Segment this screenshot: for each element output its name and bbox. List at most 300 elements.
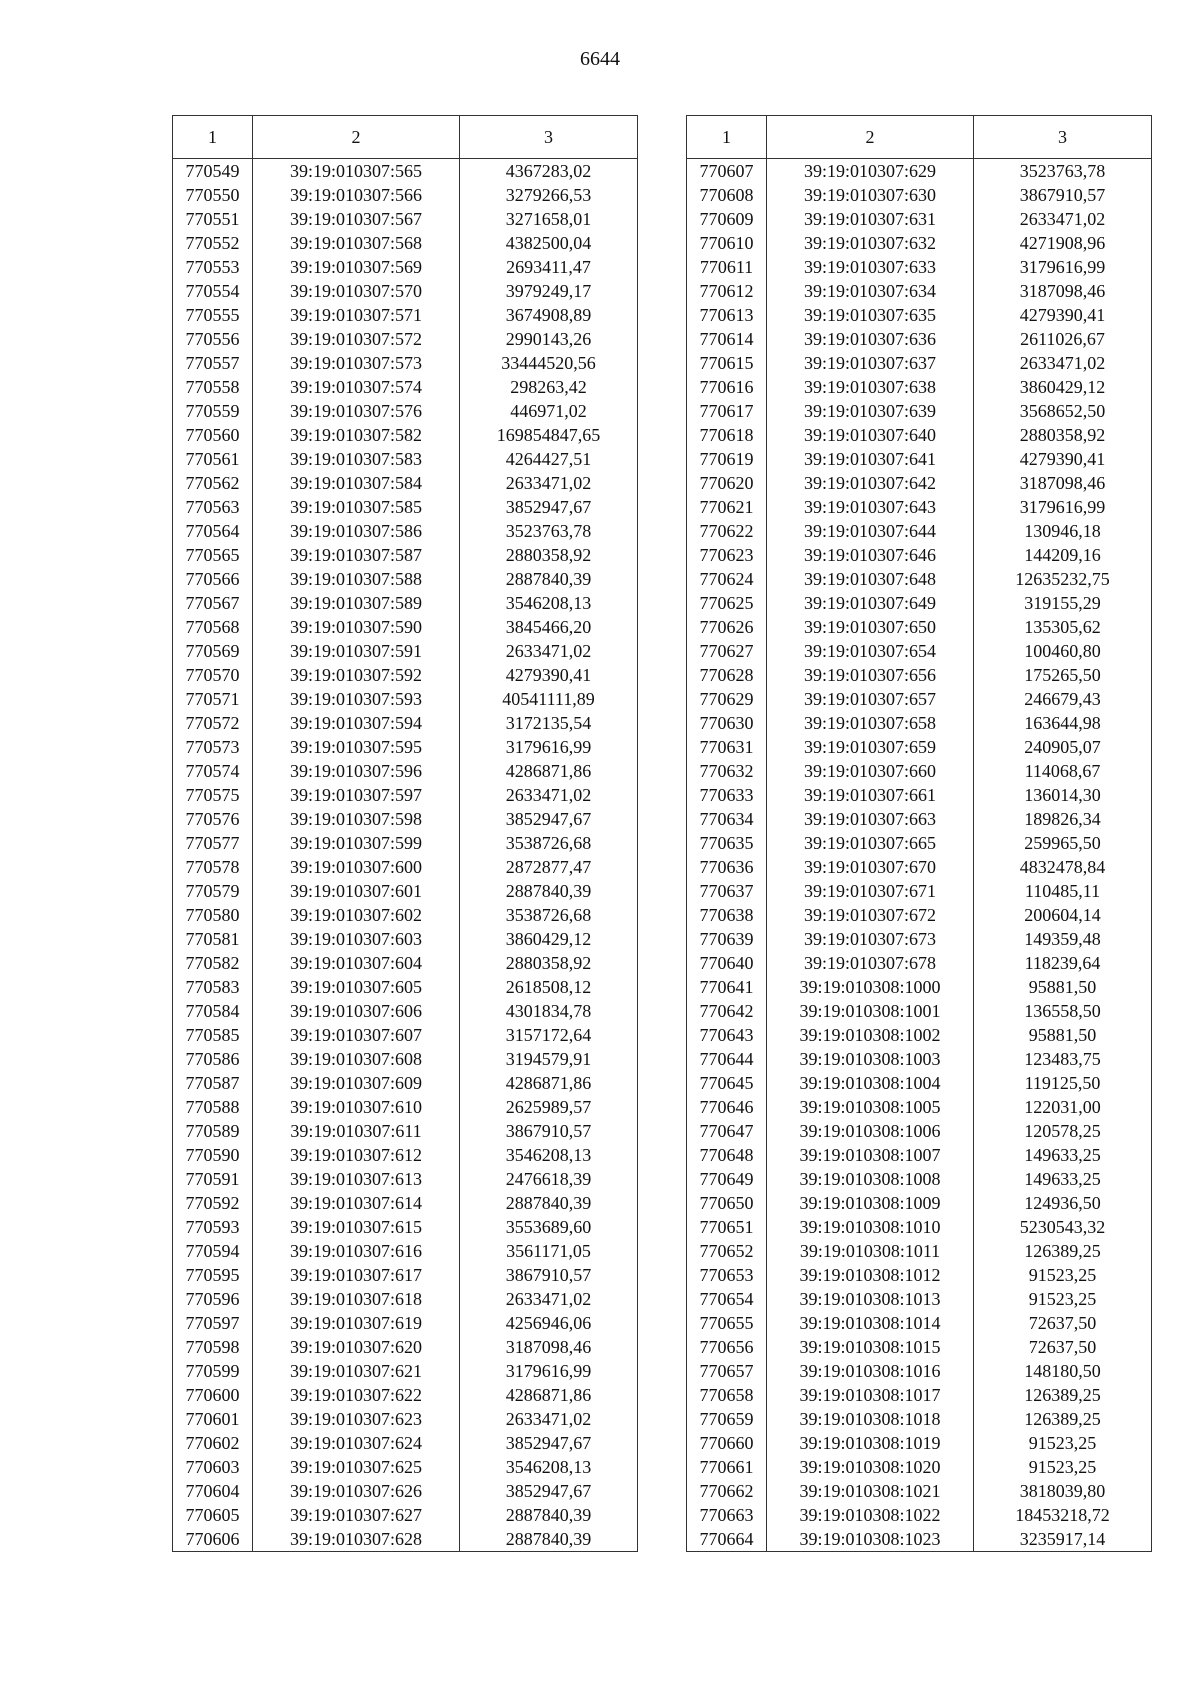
value-cell: 118239,64 — [974, 951, 1152, 975]
cadastral-number-cell: 39:19:010308:1005 — [767, 1095, 974, 1119]
cadastral-number-cell: 39:19:010307:573 — [253, 351, 460, 375]
page-number: 6644 — [580, 48, 620, 70]
cadastral-number-cell: 39:19:010307:638 — [767, 375, 974, 399]
cadastral-number-cell: 39:19:010307:632 — [767, 231, 974, 255]
row-number-cell: 770631 — [687, 735, 767, 759]
cadastral-number-cell: 39:19:010307:654 — [767, 639, 974, 663]
value-cell: 4279390,41 — [974, 447, 1152, 471]
table-row — [687, 1479, 1152, 1503]
cadastral-number-cell: 39:19:010308:1017 — [767, 1383, 974, 1407]
row-number-cell: 770621 — [687, 495, 767, 519]
cadastral-number-cell: 39:19:010307:636 — [767, 327, 974, 351]
row-number-cell: 770562 — [173, 471, 253, 495]
table-row — [687, 279, 1152, 303]
value-cell: 3852947,67 — [460, 495, 638, 519]
table-row — [687, 231, 1152, 255]
row-number-cell: 770589 — [173, 1119, 253, 1143]
value-cell: 3179616,99 — [974, 495, 1152, 519]
row-number-cell: 770556 — [173, 327, 253, 351]
value-cell: 3852947,67 — [460, 1479, 638, 1503]
cadastral-number-cell: 39:19:010307:572 — [253, 327, 460, 351]
value-cell: 163644,98 — [974, 711, 1152, 735]
table-row — [687, 303, 1152, 327]
cadastral-number-cell: 39:19:010307:611 — [253, 1119, 460, 1143]
value-cell: 135305,62 — [974, 615, 1152, 639]
table-row — [687, 1047, 1152, 1071]
row-number-cell: 770586 — [173, 1047, 253, 1071]
value-cell: 119125,50 — [974, 1071, 1152, 1095]
row-number-cell: 770652 — [687, 1239, 767, 1263]
row-number-cell: 770590 — [173, 1143, 253, 1167]
table-row — [173, 1527, 638, 1552]
cadastral-number-cell: 39:19:010307:656 — [767, 663, 974, 687]
header-row — [687, 116, 1152, 159]
value-cell: 2618508,12 — [460, 975, 638, 999]
row-number-cell: 770600 — [173, 1383, 253, 1407]
row-number-cell: 770601 — [173, 1407, 253, 1431]
table-row — [173, 855, 638, 879]
cadastral-number-cell: 39:19:010308:1020 — [767, 1455, 974, 1479]
row-number-cell: 770603 — [173, 1455, 253, 1479]
cadastral-number-cell: 39:19:010307:624 — [253, 1431, 460, 1455]
table-row — [687, 471, 1152, 495]
table-row — [687, 687, 1152, 711]
row-number-cell: 770612 — [687, 279, 767, 303]
value-cell: 4286871,86 — [460, 1383, 638, 1407]
cadastral-number-cell: 39:19:010307:570 — [253, 279, 460, 303]
row-number-cell: 770582 — [173, 951, 253, 975]
value-cell: 123483,75 — [974, 1047, 1152, 1071]
row-number-cell: 770572 — [173, 711, 253, 735]
table-row — [173, 327, 638, 351]
cadastral-number-cell: 39:19:010308:1003 — [767, 1047, 974, 1071]
value-cell: 40541111,89 — [460, 687, 638, 711]
row-number-cell: 770588 — [173, 1095, 253, 1119]
value-cell: 3179616,99 — [460, 1359, 638, 1383]
cadastral-number-cell: 39:19:010307:608 — [253, 1047, 460, 1071]
table-row — [173, 1167, 638, 1191]
table-row — [687, 1119, 1152, 1143]
value-cell: 2887840,39 — [460, 879, 638, 903]
table-row — [173, 1287, 638, 1311]
cadastral-number-cell: 39:19:010308:1019 — [767, 1431, 974, 1455]
cadastral-number-cell: 39:19:010307:582 — [253, 423, 460, 447]
cadastral-number-cell: 39:19:010308:1015 — [767, 1335, 974, 1359]
row-number-cell: 770663 — [687, 1503, 767, 1527]
row-number-cell: 770642 — [687, 999, 767, 1023]
row-number-cell: 770616 — [687, 375, 767, 399]
row-number-cell: 770594 — [173, 1239, 253, 1263]
cadastral-number-cell: 39:19:010307:590 — [253, 615, 460, 639]
cadastral-number-cell: 39:19:010307:591 — [253, 639, 460, 663]
cadastral-number-cell: 39:19:010307:571 — [253, 303, 460, 327]
table-row — [173, 687, 638, 711]
cadastral-number-cell: 39:19:010308:1009 — [767, 1191, 974, 1215]
row-number-cell: 770628 — [687, 663, 767, 687]
value-cell: 3271658,01 — [460, 207, 638, 231]
left-table — [172, 115, 638, 1552]
table-row — [687, 399, 1152, 423]
value-cell: 2611026,67 — [974, 327, 1152, 351]
cadastral-number-cell: 39:19:010307:626 — [253, 1479, 460, 1503]
column-header-3: 3 — [460, 116, 638, 159]
table-row — [173, 1503, 638, 1527]
table-row — [173, 1335, 638, 1359]
table-row — [687, 183, 1152, 207]
cadastral-number-cell: 39:19:010307:657 — [767, 687, 974, 711]
value-cell: 4271908,96 — [974, 231, 1152, 255]
cadastral-number-cell: 39:19:010308:1011 — [767, 1239, 974, 1263]
cadastral-number-cell: 39:19:010307:583 — [253, 447, 460, 471]
value-cell: 2633471,02 — [460, 783, 638, 807]
table-row — [173, 1407, 638, 1431]
value-cell: 149633,25 — [974, 1167, 1152, 1191]
table-row — [173, 735, 638, 759]
cadastral-number-cell: 39:19:010307:606 — [253, 999, 460, 1023]
row-number-cell: 770654 — [687, 1287, 767, 1311]
table-row — [173, 1359, 638, 1383]
row-number-cell: 770643 — [687, 1023, 767, 1047]
cadastral-number-cell: 39:19:010307:678 — [767, 951, 974, 975]
value-cell: 4301834,78 — [460, 999, 638, 1023]
row-number-cell: 770599 — [173, 1359, 253, 1383]
row-number-cell: 770564 — [173, 519, 253, 543]
row-number-cell: 770579 — [173, 879, 253, 903]
row-number-cell: 770596 — [173, 1287, 253, 1311]
value-cell: 72637,50 — [974, 1311, 1152, 1335]
table-row — [687, 663, 1152, 687]
value-cell: 3179616,99 — [974, 255, 1152, 279]
value-cell: 91523,25 — [974, 1455, 1152, 1479]
row-number-cell: 770661 — [687, 1455, 767, 1479]
row-number-cell: 770565 — [173, 543, 253, 567]
table-row — [687, 495, 1152, 519]
cadastral-number-cell: 39:19:010307:628 — [253, 1527, 460, 1552]
cadastral-number-cell: 39:19:010308:1013 — [767, 1287, 974, 1311]
row-number-cell: 770609 — [687, 207, 767, 231]
cadastral-number-cell: 39:19:010307:586 — [253, 519, 460, 543]
cadastral-number-cell: 39:19:010307:661 — [767, 783, 974, 807]
table-row — [687, 1503, 1152, 1527]
row-number-cell: 770635 — [687, 831, 767, 855]
column-header-3: 3 — [974, 116, 1152, 159]
value-cell: 2625989,57 — [460, 1095, 638, 1119]
row-number-cell: 770591 — [173, 1167, 253, 1191]
table-row — [687, 543, 1152, 567]
row-number-cell: 770583 — [173, 975, 253, 999]
table-row — [687, 879, 1152, 903]
value-cell: 3523763,78 — [460, 519, 638, 543]
cadastral-number-cell: 39:19:010307:672 — [767, 903, 974, 927]
row-number-cell: 770664 — [687, 1527, 767, 1552]
row-number-cell: 770602 — [173, 1431, 253, 1455]
table-row — [173, 1455, 638, 1479]
value-cell: 12635232,75 — [974, 567, 1152, 591]
value-cell: 2887840,39 — [460, 1527, 638, 1552]
cadastral-number-cell: 39:19:010307:603 — [253, 927, 460, 951]
table-row — [173, 1479, 638, 1503]
table-row — [687, 255, 1152, 279]
value-cell: 126389,25 — [974, 1383, 1152, 1407]
table-row — [687, 735, 1152, 759]
table-row — [173, 543, 638, 567]
row-number-cell: 770573 — [173, 735, 253, 759]
table-row — [173, 615, 638, 639]
value-cell: 149633,25 — [974, 1143, 1152, 1167]
table-row — [687, 1239, 1152, 1263]
value-cell: 3157172,64 — [460, 1023, 638, 1047]
value-cell: 114068,67 — [974, 759, 1152, 783]
row-number-cell: 770638 — [687, 903, 767, 927]
value-cell: 3979249,17 — [460, 279, 638, 303]
value-cell: 2887840,39 — [460, 1191, 638, 1215]
cadastral-number-cell: 39:19:010308:1001 — [767, 999, 974, 1023]
cadastral-number-cell: 39:19:010307:635 — [767, 303, 974, 327]
table-row — [173, 351, 638, 375]
value-cell: 169854847,65 — [460, 423, 638, 447]
value-cell: 4367283,02 — [460, 159, 638, 184]
cadastral-number-cell: 39:19:010307:627 — [253, 1503, 460, 1527]
value-cell: 124936,50 — [974, 1191, 1152, 1215]
row-number-cell: 770611 — [687, 255, 767, 279]
table-row — [173, 1071, 638, 1095]
row-number-cell: 770581 — [173, 927, 253, 951]
table-row — [173, 639, 638, 663]
cadastral-number-cell: 39:19:010307:622 — [253, 1383, 460, 1407]
table-row — [687, 639, 1152, 663]
cadastral-number-cell: 39:19:010307:640 — [767, 423, 974, 447]
row-number-cell: 770653 — [687, 1263, 767, 1287]
cadastral-number-cell: 39:19:010307:613 — [253, 1167, 460, 1191]
table-row — [687, 1407, 1152, 1431]
row-number-cell: 770557 — [173, 351, 253, 375]
row-number-cell: 770639 — [687, 927, 767, 951]
row-number-cell: 770649 — [687, 1167, 767, 1191]
table-row — [687, 351, 1152, 375]
row-number-cell: 770606 — [173, 1527, 253, 1552]
cadastral-number-cell: 39:19:010307:588 — [253, 567, 460, 591]
table-row — [173, 519, 638, 543]
value-cell: 72637,50 — [974, 1335, 1152, 1359]
value-cell: 3546208,13 — [460, 591, 638, 615]
row-number-cell: 770662 — [687, 1479, 767, 1503]
cadastral-number-cell: 39:19:010307:673 — [767, 927, 974, 951]
row-number-cell: 770637 — [687, 879, 767, 903]
value-cell: 33444520,56 — [460, 351, 638, 375]
cadastral-number-cell: 39:19:010307:614 — [253, 1191, 460, 1215]
table-row — [173, 1143, 638, 1167]
value-cell: 91523,25 — [974, 1287, 1152, 1311]
column-header-1: 1 — [687, 116, 767, 159]
row-number-cell: 770554 — [173, 279, 253, 303]
value-cell: 3553689,60 — [460, 1215, 638, 1239]
value-cell: 136558,50 — [974, 999, 1152, 1023]
row-number-cell: 770610 — [687, 231, 767, 255]
value-cell: 2887840,39 — [460, 567, 638, 591]
cadastral-number-cell: 39:19:010307:593 — [253, 687, 460, 711]
value-cell: 175265,50 — [974, 663, 1152, 687]
cadastral-number-cell: 39:19:010307:585 — [253, 495, 460, 519]
value-cell: 3235917,14 — [974, 1527, 1152, 1552]
table-row — [687, 951, 1152, 975]
row-number-cell: 770553 — [173, 255, 253, 279]
table-row — [687, 1071, 1152, 1095]
cadastral-number-cell: 39:19:010307:633 — [767, 255, 974, 279]
value-cell: 3523763,78 — [974, 159, 1152, 184]
table-row — [173, 831, 638, 855]
cadastral-number-cell: 39:19:010307:599 — [253, 831, 460, 855]
value-cell: 2476618,39 — [460, 1167, 638, 1191]
table-row — [173, 1023, 638, 1047]
cadastral-number-cell: 39:19:010307:637 — [767, 351, 974, 375]
cadastral-number-cell: 39:19:010307:601 — [253, 879, 460, 903]
row-number-cell: 770619 — [687, 447, 767, 471]
row-number-cell: 770615 — [687, 351, 767, 375]
row-number-cell: 770597 — [173, 1311, 253, 1335]
value-cell: 2693411,47 — [460, 255, 638, 279]
value-cell: 130946,18 — [974, 519, 1152, 543]
cadastral-number-cell: 39:19:010307:615 — [253, 1215, 460, 1239]
table-row — [173, 279, 638, 303]
value-cell: 148180,50 — [974, 1359, 1152, 1383]
table-row — [173, 495, 638, 519]
row-number-cell: 770608 — [687, 183, 767, 207]
row-number-cell: 770598 — [173, 1335, 253, 1359]
cadastral-number-cell: 39:19:010307:602 — [253, 903, 460, 927]
table-row — [687, 1311, 1152, 1335]
value-cell: 4279390,41 — [460, 663, 638, 687]
right-table — [686, 115, 1152, 1552]
row-number-cell: 770568 — [173, 615, 253, 639]
cadastral-number-cell: 39:19:010307:621 — [253, 1359, 460, 1383]
row-number-cell: 770592 — [173, 1191, 253, 1215]
value-cell: 3187098,46 — [974, 279, 1152, 303]
table-row — [687, 207, 1152, 231]
cadastral-number-cell: 39:19:010307:634 — [767, 279, 974, 303]
row-number-cell: 770580 — [173, 903, 253, 927]
row-number-cell: 770584 — [173, 999, 253, 1023]
table-row — [687, 1191, 1152, 1215]
value-cell: 4256946,06 — [460, 1311, 638, 1335]
cadastral-number-cell: 39:19:010307:600 — [253, 855, 460, 879]
value-cell: 189826,34 — [974, 807, 1152, 831]
row-number-cell: 770659 — [687, 1407, 767, 1431]
table-row — [173, 159, 638, 184]
cadastral-number-cell: 39:19:010307:671 — [767, 879, 974, 903]
table-row — [173, 903, 638, 927]
row-number-cell: 770644 — [687, 1047, 767, 1071]
row-number-cell: 770632 — [687, 759, 767, 783]
table-row — [173, 207, 638, 231]
cadastral-number-cell: 39:19:010308:1018 — [767, 1407, 974, 1431]
cadastral-number-cell: 39:19:010307:565 — [253, 159, 460, 184]
cadastral-number-cell: 39:19:010307:605 — [253, 975, 460, 999]
cadastral-number-cell: 39:19:010308:1000 — [767, 975, 974, 999]
table-row — [687, 807, 1152, 831]
row-number-cell: 770578 — [173, 855, 253, 879]
table-row — [173, 1095, 638, 1119]
cadastral-number-cell: 39:19:010307:642 — [767, 471, 974, 495]
cadastral-number-cell: 39:19:010307:646 — [767, 543, 974, 567]
cadastral-number-cell: 39:19:010307:618 — [253, 1287, 460, 1311]
cadastral-number-cell: 39:19:010307:574 — [253, 375, 460, 399]
table-row — [173, 375, 638, 399]
value-cell: 126389,25 — [974, 1407, 1152, 1431]
value-cell: 3172135,54 — [460, 711, 638, 735]
table-row — [687, 1335, 1152, 1359]
table-row — [173, 1191, 638, 1215]
row-number-cell: 770656 — [687, 1335, 767, 1359]
value-cell: 4264427,51 — [460, 447, 638, 471]
row-number-cell: 770555 — [173, 303, 253, 327]
value-cell: 3674908,89 — [460, 303, 638, 327]
table-row — [687, 1023, 1152, 1047]
cadastral-number-cell: 39:19:010307:607 — [253, 1023, 460, 1047]
row-number-cell: 770604 — [173, 1479, 253, 1503]
value-cell: 246679,43 — [974, 687, 1152, 711]
table-row — [687, 1143, 1152, 1167]
cadastral-number-cell: 39:19:010307:625 — [253, 1455, 460, 1479]
value-cell: 110485,11 — [974, 879, 1152, 903]
row-number-cell: 770559 — [173, 399, 253, 423]
row-number-cell: 770627 — [687, 639, 767, 663]
row-number-cell: 770587 — [173, 1071, 253, 1095]
row-number-cell: 770645 — [687, 1071, 767, 1095]
value-cell: 3538726,68 — [460, 903, 638, 927]
row-number-cell: 770630 — [687, 711, 767, 735]
value-cell: 4382500,04 — [460, 231, 638, 255]
cadastral-number-cell: 39:19:010307:597 — [253, 783, 460, 807]
table-row — [687, 927, 1152, 951]
column-header-1: 1 — [173, 116, 253, 159]
cadastral-number-cell: 39:19:010308:1010 — [767, 1215, 974, 1239]
row-number-cell: 770648 — [687, 1143, 767, 1167]
table-row — [173, 423, 638, 447]
value-cell: 120578,25 — [974, 1119, 1152, 1143]
value-cell: 2880358,92 — [974, 423, 1152, 447]
row-number-cell: 770569 — [173, 639, 253, 663]
row-number-cell: 770570 — [173, 663, 253, 687]
value-cell: 2633471,02 — [460, 1407, 638, 1431]
row-number-cell: 770550 — [173, 183, 253, 207]
cadastral-number-cell: 39:19:010307:566 — [253, 183, 460, 207]
row-number-cell: 770657 — [687, 1359, 767, 1383]
row-number-cell: 770623 — [687, 543, 767, 567]
cadastral-number-cell: 39:19:010307:660 — [767, 759, 974, 783]
value-cell: 91523,25 — [974, 1263, 1152, 1287]
value-cell: 149359,48 — [974, 927, 1152, 951]
cadastral-number-cell: 39:19:010308:1007 — [767, 1143, 974, 1167]
table-row — [687, 327, 1152, 351]
value-cell: 3852947,67 — [460, 807, 638, 831]
value-cell: 3187098,46 — [460, 1335, 638, 1359]
cadastral-number-cell: 39:19:010307:569 — [253, 255, 460, 279]
cadastral-number-cell: 39:19:010307:641 — [767, 447, 974, 471]
cadastral-number-cell: 39:19:010307:663 — [767, 807, 974, 831]
table-row — [687, 375, 1152, 399]
row-number-cell: 770571 — [173, 687, 253, 711]
table-row — [687, 519, 1152, 543]
value-cell: 3187098,46 — [974, 471, 1152, 495]
table-row — [173, 807, 638, 831]
value-cell: 200604,14 — [974, 903, 1152, 927]
cadastral-number-cell: 39:19:010308:1012 — [767, 1263, 974, 1287]
row-number-cell: 770560 — [173, 423, 253, 447]
value-cell: 4832478,84 — [974, 855, 1152, 879]
value-cell: 3546208,13 — [460, 1455, 638, 1479]
table-row — [687, 1263, 1152, 1287]
value-cell: 3279266,53 — [460, 183, 638, 207]
